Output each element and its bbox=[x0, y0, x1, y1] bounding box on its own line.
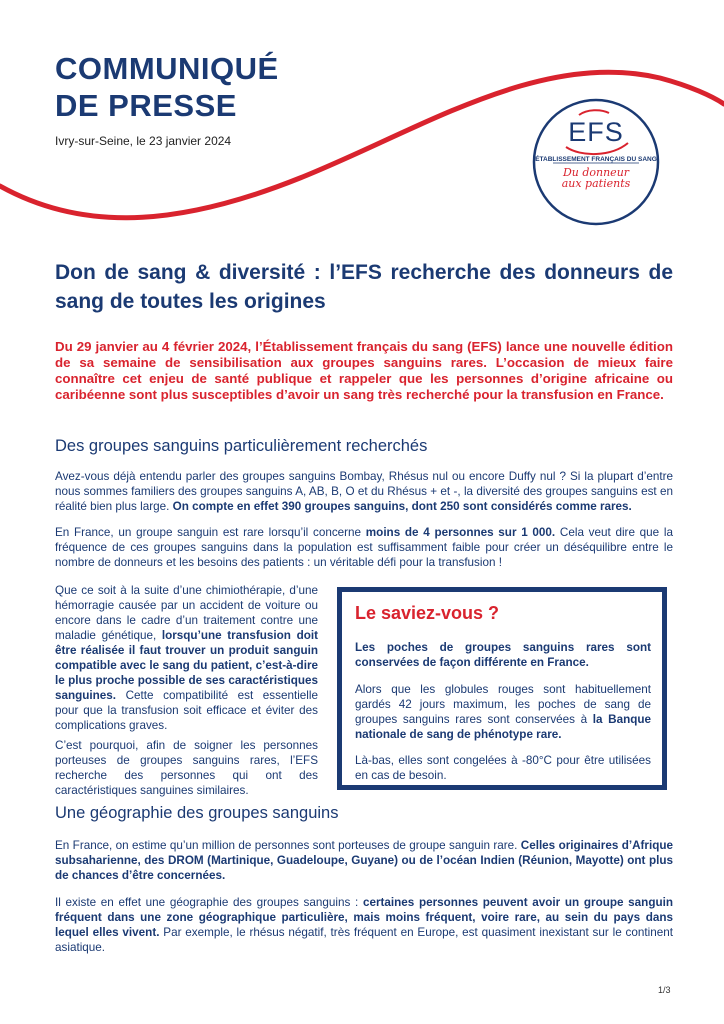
headline: Don de sang & diversité : l’EFS recherche des donneurs de sang de toutes les origines bbox=[55, 261, 673, 313]
callout-paragraph-1: Les poches de groupes sanguins rares sont conservées de façon différente en France. bbox=[355, 641, 651, 669]
paragraph-origines bbox=[55, 838, 673, 883]
paragraph-geographie bbox=[55, 895, 673, 955]
text-bold: Celles originaires d’Afrique subsaharienne, des DROM (Martinique, Guadeloupe, Guyane) ou de l’océan Indien (Réunion, Mayotte) ont plus de chances d’être concernées. bbox=[55, 839, 673, 882]
logo-tagline bbox=[531, 167, 661, 189]
text-span: Alors que les globules rouges sont habituellement gardés 42 jours maximum, les poches de sang de groupes sanguins rares sont conservées à bbox=[355, 683, 651, 726]
text-bold: lorsqu’une transfusion doit être réalisée il faut trouver un produit sanguin compatible avec le sang du patient, c’est-à-dire le plus proche possible de ses caractéristiques sanguines. bbox=[55, 629, 318, 702]
logo-acronym: EFS bbox=[568, 117, 624, 147]
text-span: Par exemple, le rhésus négatif, très fréquent en Europe, est quasiment inexistant sur le continent asiatique. bbox=[55, 926, 673, 954]
page-title bbox=[55, 50, 279, 124]
logo-tagline-line-1: Du donneur bbox=[562, 166, 630, 179]
page-number: 1/3 bbox=[658, 985, 671, 995]
text-bold: moins de 4 personnes sur 1 000. bbox=[365, 526, 556, 539]
text-bold: la Banque nationale de sang de phénotype rare. bbox=[355, 713, 651, 741]
text-span: Avez-vous déjà entendu parler des groupes sanguins Bombay, Rhésus nul ou encore Duffy nul ? Si la plupart d’entre nous sommes familiers des groupes sanguins A, AB, B, O et du Rhésus + et -, la diversité des groupes sanguins est en réalité bien plus large. bbox=[55, 470, 673, 513]
efs-logo bbox=[531, 97, 661, 227]
text-span: En France, un groupe sanguin est rare lorsqu’il concerne bbox=[55, 526, 366, 539]
text-span: Il existe en effet une géographie des groupes sanguins : bbox=[55, 896, 363, 909]
title-line-2: DE PRESSE bbox=[55, 88, 237, 123]
text-bold: On compte en effet 390 groupes sanguins, dont 250 sont considérés comme rares. bbox=[172, 500, 632, 513]
text-span: En France, on estime qu’un million de personnes sont porteuses de groupe sanguin rare. bbox=[55, 839, 521, 852]
paragraph-transfusion bbox=[55, 583, 318, 733]
text-span: Cela veut dire que la fréquence de ces groupes sanguins dans la population est suffisamment faible pour créer un déséquilibre entre le nombre de donneurs et les besoins des patients : un véritable défi pour la transfusion ! bbox=[55, 526, 673, 569]
callout-paragraph-3: Là-bas, elles sont congelées à -80°C pour être utilisées en cas de besoin. bbox=[355, 754, 651, 782]
callout-title: Le saviez-vous ? bbox=[355, 603, 500, 623]
paragraph-rarete bbox=[55, 525, 673, 570]
callout-box bbox=[337, 587, 667, 790]
lead-paragraph: Du 29 janvier au 4 février 2024, l’Établissement français du sang (EFS) lance une nouvelle édition de sa semaine de sensibilisation aux groupes sanguins rares. L’occasion de mieux faire connaître cet enjeu de santé publique et rappeler que les personnes d’origine africaine ou caribéenne sont plus susceptibles d’avoir un sang très recherché pour la transfusion en France. bbox=[55, 339, 673, 402]
text-span: Cette compatibilité est essentielle pour que la transfusion soit efficace et éviter des complications graves. bbox=[55, 689, 318, 732]
section-heading-geographie: Une géographie des groupes sanguins bbox=[55, 804, 339, 822]
place-date: Ivry-sur-Seine, le 23 janvier 2024 bbox=[55, 134, 232, 148]
text-span: Que ce soit à la suite d’une chimiothérapie, d’une hémorragie causée par un accident de voiture ou encore dans le cadre d’un traitement contre une maladie génétique, bbox=[55, 584, 318, 642]
paragraph-groupes bbox=[55, 469, 673, 514]
section-heading-recherches: Des groupes sanguins particulièrement recherchés bbox=[55, 437, 428, 455]
callout-paragraph-2 bbox=[355, 682, 651, 742]
logo-tagline-line-2: aux patients bbox=[561, 177, 631, 190]
logo-full-name: ÉTABLISSEMENT FRANÇAIS DU SANG bbox=[535, 156, 657, 163]
title-line-1: COMMUNIQUÉ bbox=[55, 51, 279, 86]
text-bold: certaines personnes peuvent avoir un groupe sanguin fréquent dans une zone géographique particulière, mais moins fréquent, voire rare, au sein du pays dans lequel elles vivent. bbox=[55, 896, 673, 939]
paragraph-recherche-efs: C’est pourquoi, afin de soigner les personnes porteuses de groupes sanguins rares, l’EFS recherche des personnes qui ont des caractéristiques sanguines similaires. bbox=[55, 739, 318, 797]
